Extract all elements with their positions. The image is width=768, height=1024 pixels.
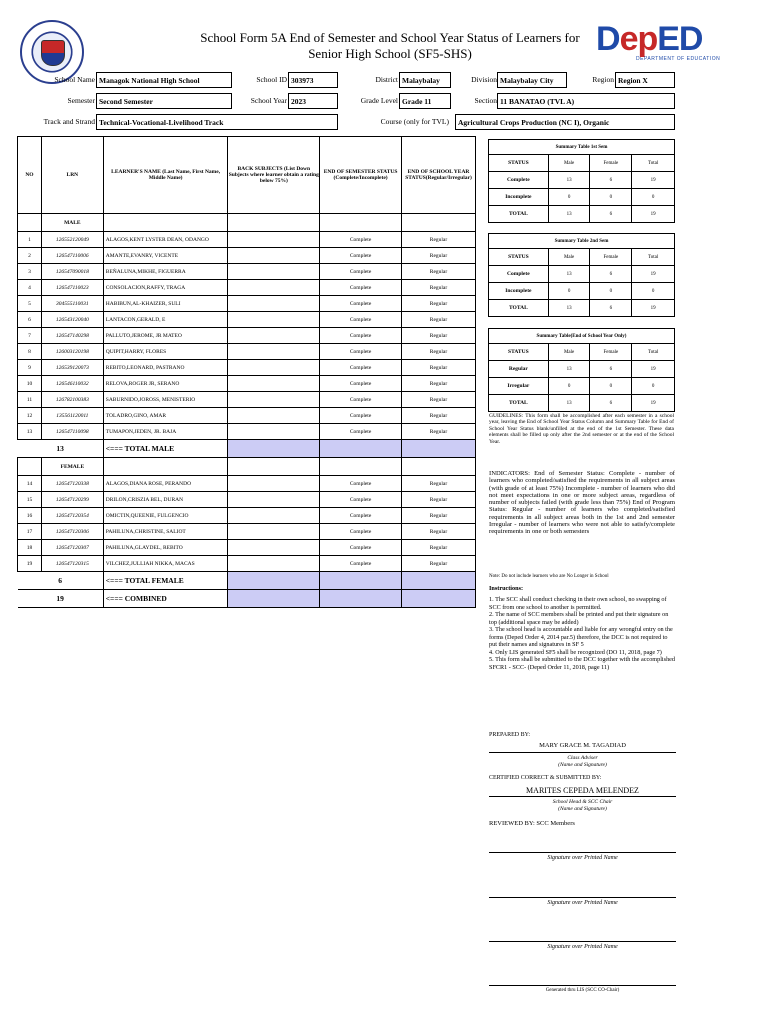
learner-end-sem-status: Complete [320,328,402,344]
adviser-sub: (Name and Signature) [558,762,607,768]
instruction-item: 5. This form shall be submitted to the DCC together with the accomplished SFCR1 - SCC- (Deped Order 11, 2018, page 11) [489,656,675,671]
learner-end-sem-status: Complete [320,492,402,508]
learner-row [18,312,476,328]
learner-row [18,376,476,392]
learner-name: HABIBUN,AL-KHAIZER, SULI [103,296,228,312]
summary-cell: 6 [590,206,632,223]
deped-subtext: DEPARTMENT OF EDUCATION [636,56,721,62]
learner-end-sem-status: Complete [320,280,402,296]
learner-lrn: 126547120315 [41,556,103,572]
learner-row [18,492,476,508]
summary-cell: Regular [489,361,549,378]
learner-no: 3 [18,264,42,280]
learner-name: TOLADRO,GINO, AMAR [103,408,228,424]
learner-name: PALLUTO,JEROME, JR MATEO [103,328,228,344]
school-year-label: School Year [250,96,287,105]
learner-row [18,248,476,264]
total-female-row-count: 6 [18,572,104,590]
learner-lrn: 126547090018 [41,264,103,280]
summary-row [489,172,675,189]
combined-row-count: 19 [18,590,104,608]
learner-name: ALAGOS,KENT LYSTER DEAN, ODANGO [103,232,228,248]
learner-back-subjects [228,556,320,572]
learner-back-subjects [228,476,320,492]
learner-end-year-status: Regular [402,232,476,248]
male-label: MALE [41,214,103,232]
summary-cell: 19 [632,361,675,378]
title-line-2: Senior High School (SF5-SHS) [308,46,472,61]
learner-lrn: 304555110031 [41,296,103,312]
summary-cell: Complete [489,172,549,189]
summary-row [489,266,675,283]
course-label: Course (only for TVL) [380,117,449,126]
summary-head-cell: STATUS [489,155,549,172]
learner-back-subjects [228,492,320,508]
track-field[interactable]: Technical-Vocational-Livelihood Track [96,114,338,130]
learner-end-year-status: Regular [402,424,476,440]
learner-back-subjects [228,392,320,408]
learner-back-subjects [228,508,320,524]
summary-cell: TOTAL [489,300,549,317]
summary-row [489,283,675,300]
summary-cell: 0 [632,189,675,206]
learner-no: 6 [18,312,42,328]
learner-back-subjects [228,296,320,312]
col-back-subjects-header: BACK SUBJECTS (List Down Subjects where learner obtain a rating below 75%) [228,137,320,214]
learner-end-year-status: Regular [402,248,476,264]
learner-end-sem-status: Complete [320,556,402,572]
learner-row [18,524,476,540]
summary-row [489,189,675,206]
summary-row [489,206,675,223]
learner-back-subjects [228,248,320,264]
learner-end-year-status: Regular [402,524,476,540]
learner-end-sem-status: Complete [320,296,402,312]
learner-lrn: 126547110098 [41,424,103,440]
grade-level-field[interactable]: Grade 11 [399,93,451,109]
learner-lrn: 126547110023 [41,280,103,296]
learner-no: 11 [18,392,42,408]
generated-footer: Generated thru LIS (SCC CO-Chair) [545,988,620,993]
summary-cell: 6 [590,395,632,412]
learner-end-sem-status: Complete [320,264,402,280]
learner-row [18,392,476,408]
prepared-by-label: PREPARED BY: [489,732,531,738]
section-label: Section [474,96,497,105]
summary-cell: 0 [590,378,632,395]
learner-no: 13 [18,424,42,440]
learner-name: ALAGOS,DIANA ROSE, PERANDO [103,476,228,492]
learner-back-subjects [228,232,320,248]
learner-no: 16 [18,508,42,524]
learner-no: 18 [18,540,42,556]
summary-cell: 13 [548,395,590,412]
summary-cell: 0 [548,378,590,395]
scc-member-2-signature: Signature over Printed Name [547,900,618,906]
col-end-year-header: END OF SCHOOL YEAR STATUS(Regular/Irregular) [402,137,476,214]
learner-no: 19 [18,556,42,572]
summary-cell: 13 [548,300,590,317]
learner-no: 10 [18,376,42,392]
total-male-row-label: <=== TOTAL MALE [103,440,228,458]
adviser-name: MARY GRACE M. TAGADIAD [539,742,626,749]
learner-name: PAHILUNA,CHRISTINE, SALIOT [103,524,228,540]
learner-no: 1 [18,232,42,248]
learner-name: PAHILUNA,GLAYDEL, REBITO [103,540,228,556]
learner-back-subjects [228,524,320,540]
learner-no: 14 [18,476,42,492]
school-name-field[interactable]: Managok National High School [96,72,232,88]
summary-cell: 0 [632,283,675,300]
learner-back-subjects [228,376,320,392]
learner-end-year-status: Regular [402,476,476,492]
summary-cell: TOTAL [489,395,549,412]
summary-cell: 19 [632,172,675,189]
total-male-row-count: 13 [18,440,104,458]
learner-back-subjects [228,424,320,440]
learner-row [18,360,476,376]
instruction-item: 4. Only LIS generated SF5 shall be recognized (DO 11, 2018, page 7) [489,648,662,656]
learner-end-year-status: Regular [402,264,476,280]
learner-row [18,344,476,360]
learner-no: 5 [18,296,42,312]
division-label: Division [471,75,497,84]
learner-name: VILCHEZ,JULLIAH NIKKA, MACAS [103,556,228,572]
learner-back-subjects [228,540,320,556]
male-section-row [18,214,476,232]
learner-no: 17 [18,524,42,540]
learner-end-year-status: Regular [402,312,476,328]
learner-end-sem-status: Complete [320,408,402,424]
summary-cell: 13 [548,206,590,223]
learner-row [18,508,476,524]
district-label: District [375,75,398,84]
title-line-1: School Form 5A End of Semester and School Year Status of Learners for [200,30,580,45]
col-name-header: LEARNER'S NAME (Last Name, First Name, Middle Name) [103,137,228,214]
learner-row [18,556,476,572]
summary-cell: TOTAL [489,206,549,223]
learner-name: AMANTE,EVANRY, VICENTE [103,248,228,264]
learner-lrn: 126547120338 [41,476,103,492]
division-field[interactable]: Malaybalay City [497,72,567,88]
school-year-field[interactable]: 2023 [288,93,338,109]
school-id-label: School ID [256,75,287,84]
summary-head-cell: Male [548,344,590,361]
instruction-item: 2. The name of SCC members shall be printed and put their signature on top (additional space may be added) [489,611,669,626]
summary-cell: 19 [632,266,675,283]
learner-lrn: 126547120306 [41,524,103,540]
semester-field[interactable]: Second Semester [96,93,232,109]
certified-label: CERTIFIED CORRECT & SUBMITTED BY: [489,775,602,781]
instructions-title: Instructions: [489,585,524,592]
learner-no: 12 [18,408,42,424]
summary-table-end-of-year [488,328,675,412]
learner-end-year-status: Regular [402,508,476,524]
instructions-list [489,596,675,671]
summary-head-cell: Female [590,155,632,172]
learner-name: RELOVA,ROGER JR, SERANO [103,376,228,392]
combined-row [18,590,476,608]
summary-cell: 19 [632,395,675,412]
learner-no: 8 [18,344,42,360]
learner-end-year-status: Regular [402,360,476,376]
learner-end-sem-status: Complete [320,344,402,360]
learner-back-subjects [228,280,320,296]
learner-end-sem-status: Complete [320,524,402,540]
track-label: Track and Strand [43,117,95,126]
learner-end-year-status: Regular [402,328,476,344]
summary-cell: 6 [590,266,632,283]
district-field[interactable]: Malaybalay [399,72,451,88]
summary-table-2nd-sem [488,233,675,317]
summary-cell: 0 [548,283,590,300]
combined-row-label: <=== COMBINED [103,590,228,608]
summary-row [489,361,675,378]
summary-cell: 6 [590,300,632,317]
summary-head-cell: Total [632,249,675,266]
summary-table-1st-sem [488,139,675,223]
female-label: FEMALE [41,458,103,476]
course-field[interactable]: Agricultural Crops Production (NC I), Organic [455,114,675,130]
table-header-row [18,137,476,214]
learner-end-sem-status: Complete [320,540,402,556]
learner-name: SABURNIDO,JOROSS, MENISTERIO [103,392,228,408]
summary-cell: 13 [548,266,590,283]
learner-lrn: 126782100383 [41,392,103,408]
learner-row [18,264,476,280]
learner-end-sem-status: Complete [320,360,402,376]
summary-cell: Incomplete [489,283,549,300]
learner-row [18,328,476,344]
grade-level-label: Grade Level [360,96,398,105]
learner-lrn: 135561120011 [41,408,103,424]
summary-head-cell: STATUS [489,344,549,361]
summary-cell: 0 [590,189,632,206]
learner-back-subjects [228,360,320,376]
summary-cell: 6 [590,172,632,189]
school-head-role: School Head & SCC Chair [552,799,613,805]
learner-name: BEÑALUNA,MIKHE, FIGUERRA [103,264,228,280]
scc-member-1-signature: Signature over Printed Name [547,855,618,861]
school-name-label: School Name [54,75,95,84]
summary-row [489,300,675,317]
summary-head-cell: Male [548,155,590,172]
learner-no: 7 [18,328,42,344]
summary-cell: Incomplete [489,189,549,206]
summary-row [489,378,675,395]
learner-end-sem-status: Complete [320,424,402,440]
learner-name: REBITO,LEONARD, PASTRANO [103,360,228,376]
learner-lrn: 126552120049 [41,232,103,248]
summary-head-cell: Total [632,155,675,172]
learner-name: TUMAPON,JEDEN, JR. BAJA [103,424,228,440]
learner-end-year-status: Regular [402,408,476,424]
learner-end-year-status: Regular [402,392,476,408]
summary-caption: Summary Table(End of School Year Only) [489,329,675,344]
learner-row [18,424,476,440]
learner-back-subjects [228,344,320,360]
learner-row [18,476,476,492]
summary-cell: Complete [489,266,549,283]
learner-row [18,540,476,556]
summary-head-cell: STATUS [489,249,549,266]
learner-lrn: 126547120307 [41,540,103,556]
learner-end-year-status: Regular [402,296,476,312]
learner-lrn: 126547120299 [41,492,103,508]
learner-back-subjects [228,328,320,344]
col-end-sem-header: END OF SEMESTER STATUS (Complete/Incomplete) [320,137,402,214]
col-no-header: NO [18,137,42,214]
col-lrn-header: LRN [41,137,103,214]
learner-lrn: 126543120040 [41,312,103,328]
section-field[interactable]: 11 BANATAO (TVL A) [497,93,675,109]
learner-end-sem-status: Complete [320,508,402,524]
learner-end-sem-status: Complete [320,232,402,248]
summary-row [489,395,675,412]
learner-back-subjects [228,264,320,280]
indicators-text: INDICATORS: End of Semester Status: Complete - number of learners who completed/satisfied the requirements in all subject areas (with grade of at least 75%) Incomplete - number of learners who did not meet expectations in one or more subject areas, regardless of number of subjects failed (with grade less than 75%) End of Program Status: Regular - number of learners who completed/satisfied requirements in all subject areas both in the 1st and 2nd semester Irregular - number of learners who were not able to satisfy/complete requirements in one or both semesters [489,470,675,536]
deped-logo: DepED DEPARTMENT OF EDUCATION [592,22,742,82]
summary-cell: 19 [632,206,675,223]
scc-member-3-signature: Signature over Printed Name [547,944,618,950]
region-field[interactable]: Region X [615,72,675,88]
learner-end-sem-status: Complete [320,392,402,408]
region-label: Region [592,75,614,84]
learner-end-year-status: Regular [402,344,476,360]
summary-cell: 0 [632,378,675,395]
summary-cell: Irregular [489,378,549,395]
learner-end-year-status: Regular [402,556,476,572]
learner-end-sem-status: Complete [320,476,402,492]
learner-end-sem-status: Complete [320,312,402,328]
learner-lrn: 126546110032 [41,376,103,392]
learner-end-sem-status: Complete [320,248,402,264]
learner-end-year-status: Regular [402,492,476,508]
summary-cell: 19 [632,300,675,317]
summary-head-cell: Male [548,249,590,266]
learner-lrn: 126003120198 [41,344,103,360]
school-id-field[interactable]: 303973 [288,72,338,88]
instruction-item: 3. The school head is accountable and liable for any wrongful entry on the forms (Deped Order 4, 2014 par.5) therefore, the DCC is not required to put their names and signatures in SF 5 [489,626,673,648]
total-male-row [18,440,476,458]
female-section-row [18,458,476,476]
learner-back-subjects [228,408,320,424]
learner-name: DRILON,CRISZIA BEL, DURAN [103,492,228,508]
learner-no: 2 [18,248,42,264]
guidelines-text: GUIDELINES: This form shall be accomplished after each semester in a school year, leaving the End of School Year Status Column and Summary Table for End of School Year Status blank/unfilled at the end of the 1st Semester. These data elements shall be filled up only after the 2nd semester or at the end of the School Year. [489,413,674,445]
summary-cell: 13 [548,361,590,378]
learner-end-year-status: Regular [402,540,476,556]
learner-end-year-status: Regular [402,280,476,296]
summary-caption: Summary Table 2nd Sem [489,234,675,249]
note-text: Note: Do not include learners who are No Longer in School [489,574,609,579]
school-head-name: MARITES CEPEDA MELENDEZ [526,786,639,795]
learner-name: OMICTIN,QUEENIE, FULGENCIO [103,508,228,524]
learner-row [18,280,476,296]
learner-lrn: 126547140298 [41,328,103,344]
learner-name: CONSOLACION,RAFFY, TRAGA [103,280,228,296]
total-female-row [18,572,476,590]
learner-no: 9 [18,360,42,376]
learner-no: 4 [18,280,42,296]
learner-name: QUIPIT,HARRY, FLORES [103,344,228,360]
learner-lrn: 126547120354 [41,508,103,524]
summary-head-cell: Female [590,249,632,266]
reviewed-by-label: REVIEWED BY: SCC Members [489,820,575,827]
learner-row [18,408,476,424]
learner-lrn: 126539120073 [41,360,103,376]
total-female-row-label: <=== TOTAL FEMALE [103,572,228,590]
school-head-sub: (Name and Signature) [558,806,607,812]
learner-row [18,232,476,248]
learner-row [18,296,476,312]
learner-end-year-status: Regular [402,376,476,392]
semester-label: Semester [67,96,95,105]
adviser-role: Class Adviser [567,755,598,761]
summary-head-cell: Total [632,344,675,361]
summary-cell: 0 [590,283,632,300]
learner-end-sem-status: Complete [320,376,402,392]
learner-name: LANTACON,GERALD, E [103,312,228,328]
learner-no: 15 [18,492,42,508]
instruction-item: 1. The SCC shall conduct checking in their own school, no swapping of SCC from one school to another is permitted. [489,596,667,611]
summary-cell: 6 [590,361,632,378]
learner-back-subjects [228,312,320,328]
learner-lrn: 126547110006 [41,248,103,264]
summary-cell: 0 [548,189,590,206]
summary-caption: Summary Table 1st Sem [489,140,675,155]
summary-cell: 13 [548,172,590,189]
summary-head-cell: Female [590,344,632,361]
learners-table [17,136,476,608]
